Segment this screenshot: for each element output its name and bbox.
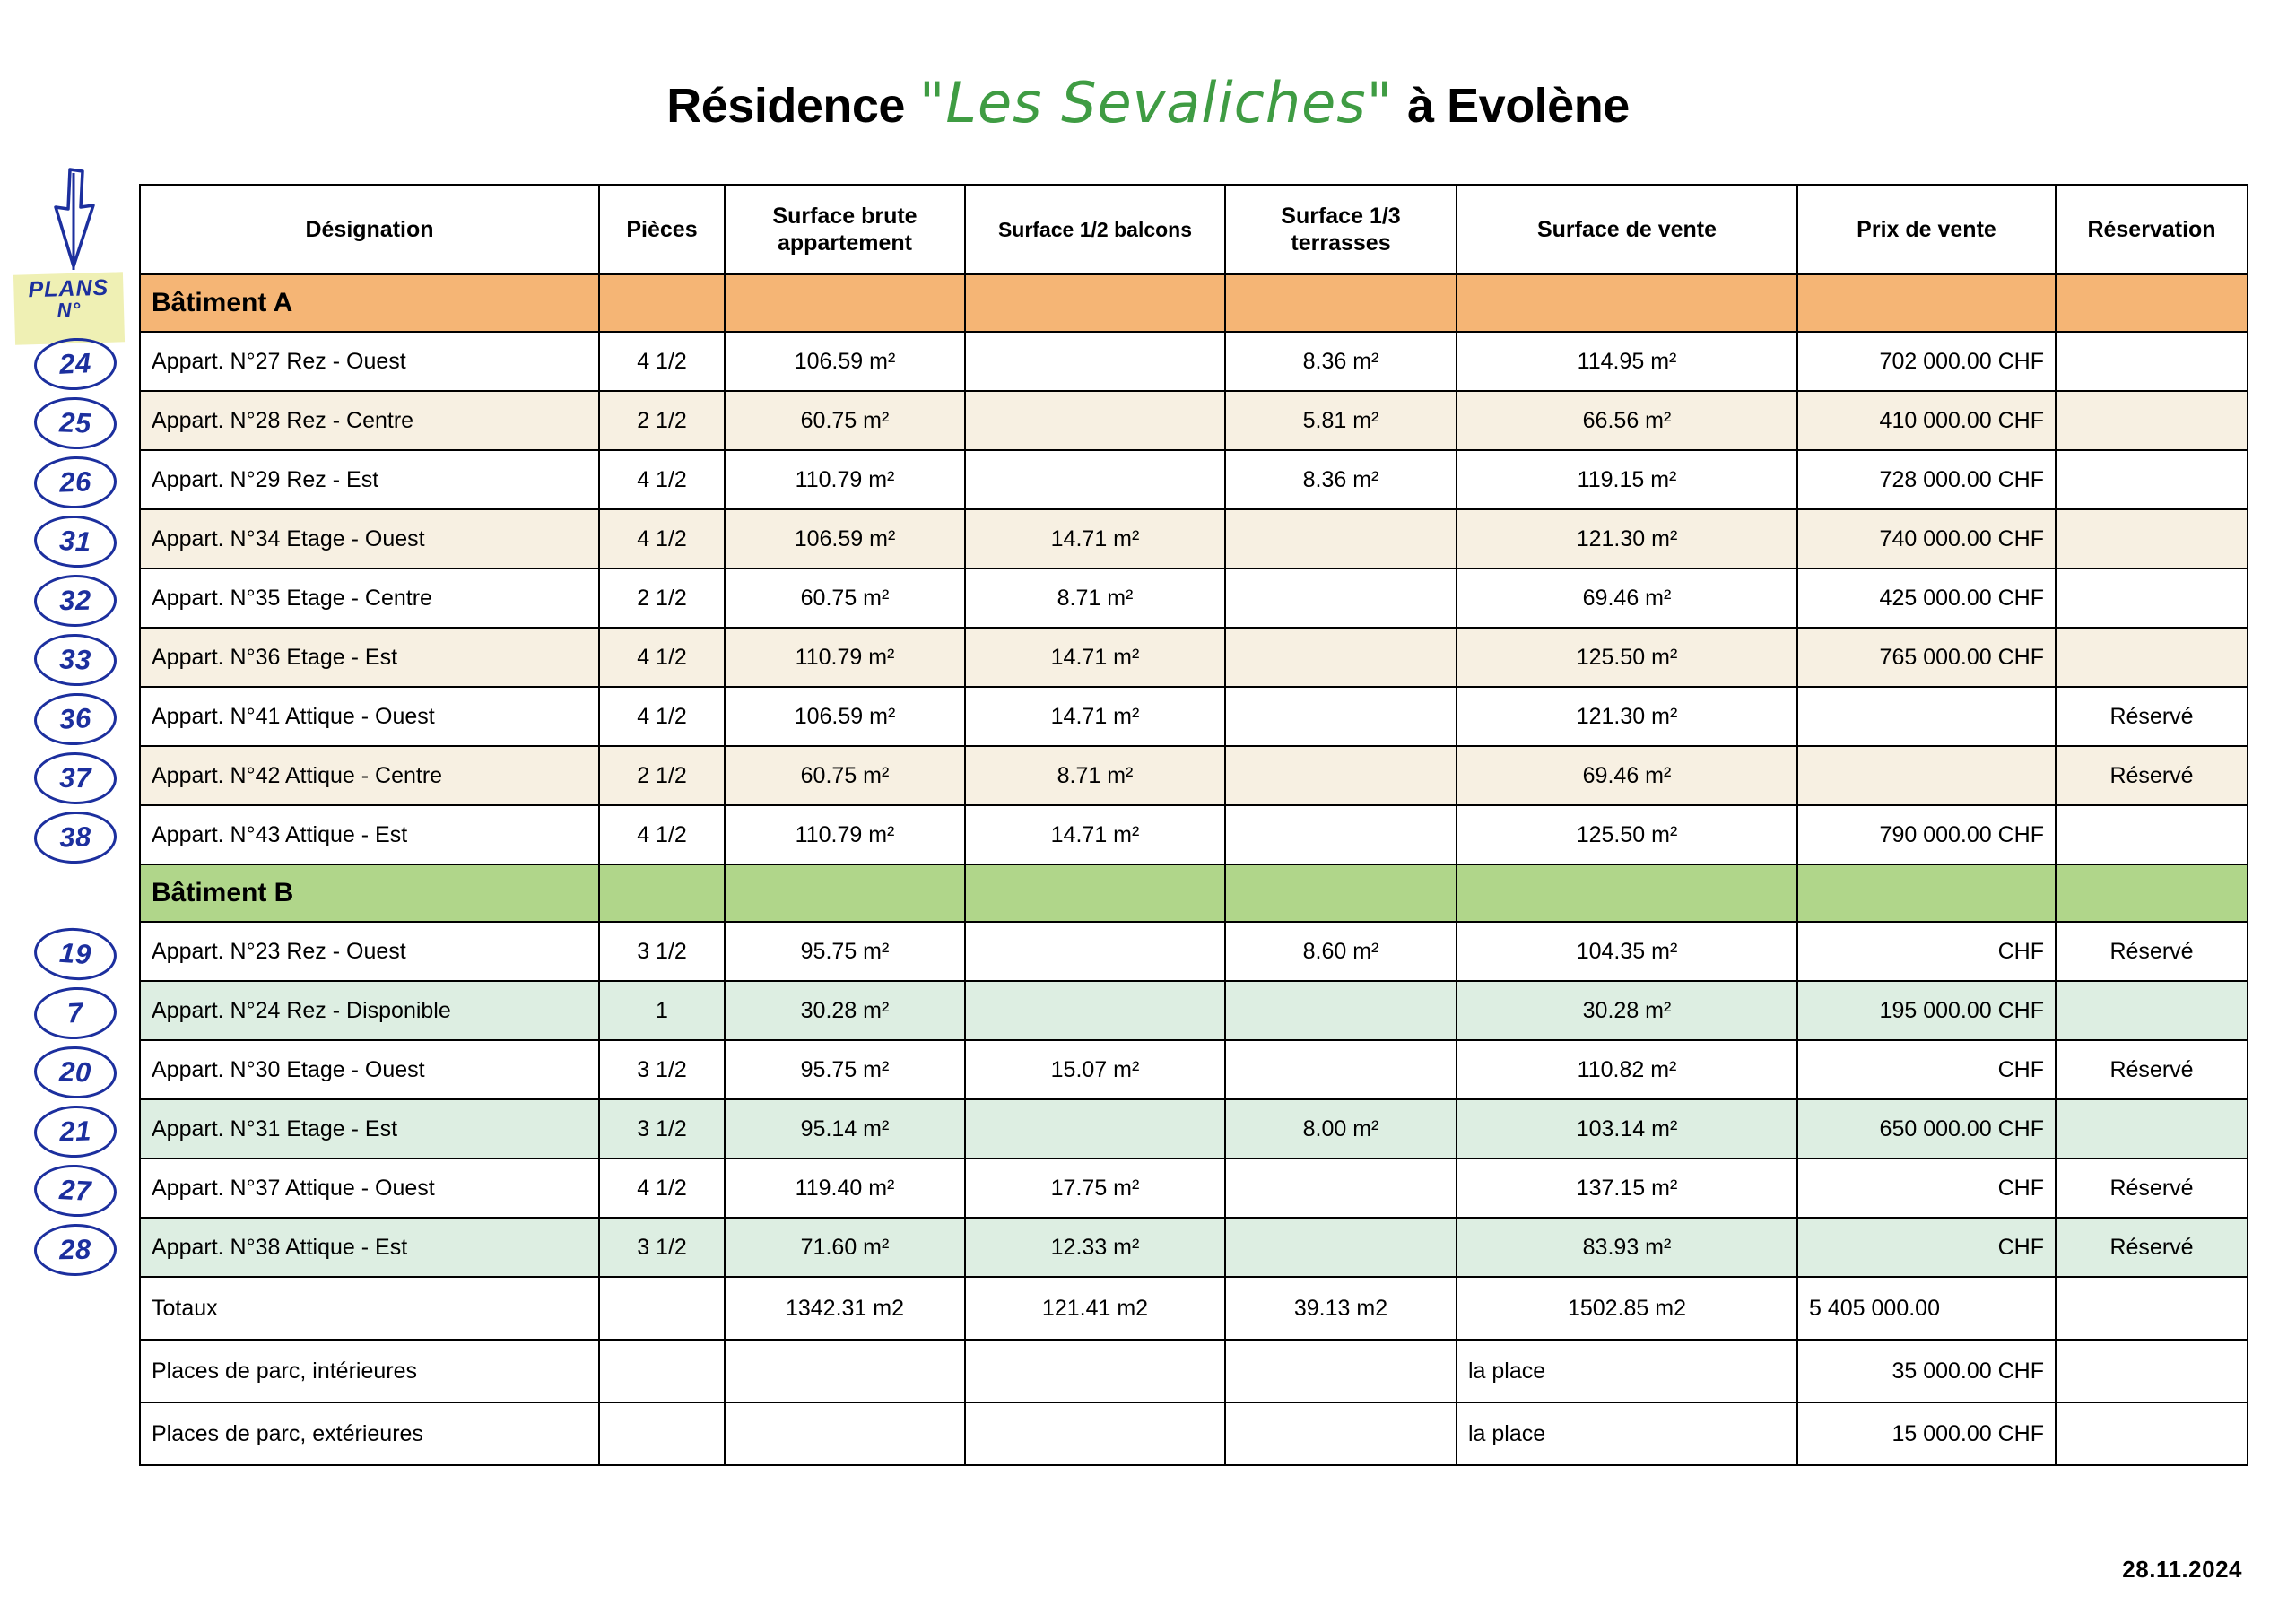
cell-terrasses: 8.36 m²: [1225, 332, 1457, 391]
plans-note-line1: PLANS: [28, 274, 109, 303]
header-surface-vente: Surface de vente: [1457, 185, 1797, 274]
cell-surface-vente: 119.15 m²: [1457, 450, 1797, 509]
group-blank-cell: [599, 274, 725, 332]
handwritten-plan-number: 19: [32, 925, 118, 983]
cell-designation: Appart. N°36 Etage - Est: [140, 628, 599, 687]
cell-surface-brute: 106.59 m²: [725, 332, 965, 391]
cell-parking-balcons: [965, 1340, 1225, 1402]
cell-surface-vente: 104.35 m²: [1457, 922, 1797, 981]
cell-pieces: 4 1/2: [599, 450, 725, 509]
cell-balcons: 14.71 m²: [965, 628, 1225, 687]
cell-surface-brute: 60.75 m²: [725, 568, 965, 628]
cell-balcons: [965, 332, 1225, 391]
cell-parking-prix: 15 000.00 CHF: [1797, 1402, 2056, 1465]
cell-prix-vente: 702 000.00 CHF: [1797, 332, 2056, 391]
cell-prix-vente: [1797, 746, 2056, 805]
cell-surface-vente: 121.30 m²: [1457, 509, 1797, 568]
cell-pieces: 4 1/2: [599, 509, 725, 568]
cell-designation: Appart. N°38 Attique - Est: [140, 1218, 599, 1277]
cell-reservation: [2056, 981, 2248, 1040]
cell-terrasses: 8.00 m²: [1225, 1099, 1457, 1159]
table-row: [140, 1159, 2248, 1218]
table-row: [140, 391, 2248, 450]
page-title: [0, 70, 2296, 135]
title-suffix: à Evolène: [1407, 79, 1630, 133]
table-row: [140, 746, 2248, 805]
header-prix-vente: Prix de vente: [1797, 185, 2056, 274]
cell-reservation: Réservé: [2056, 1040, 2248, 1099]
handwritten-plan-number: 25: [33, 395, 117, 450]
cell-parking-terrasses: [1225, 1402, 1457, 1465]
cell-terrasses: [1225, 981, 1457, 1040]
plans-note-line2: N°: [57, 298, 82, 322]
table-row: [140, 628, 2248, 687]
table-body: [140, 274, 2248, 1465]
cell-pieces: 2 1/2: [599, 391, 725, 450]
cell-totals-label: Totaux: [140, 1277, 599, 1340]
cell-prix-vente: 765 000.00 CHF: [1797, 628, 2056, 687]
cell-terrasses: [1225, 746, 1457, 805]
table-row: [140, 981, 2248, 1040]
header-reservation: Réservation: [2056, 185, 2248, 274]
cell-reservation: Réservé: [2056, 746, 2248, 805]
cell-balcons: 12.33 m²: [965, 1218, 1225, 1277]
handwritten-plan-number: 26: [33, 455, 117, 509]
cell-surface-vente: 83.93 m²: [1457, 1218, 1797, 1277]
cell-terrasses: 5.81 m²: [1225, 391, 1457, 450]
cell-reservation: [2056, 1099, 2248, 1159]
group-blank-cell: [965, 864, 1225, 922]
group-blank-cell: [1457, 864, 1797, 922]
cell-parking-pieces: [599, 1340, 725, 1402]
cell-surface-vente: 114.95 m²: [1457, 332, 1797, 391]
cell-parking-brute: [725, 1340, 965, 1402]
cell-surface-brute: 110.79 m²: [725, 628, 965, 687]
parking-row: [140, 1402, 2248, 1465]
cell-surface-vente: 30.28 m²: [1457, 981, 1797, 1040]
cell-pieces: 4 1/2: [599, 628, 725, 687]
table-row: [140, 568, 2248, 628]
cell-balcons: 14.71 m²: [965, 805, 1225, 864]
handwritten-plans-note: [13, 272, 125, 344]
handwritten-plan-number: 20: [33, 1045, 117, 1099]
cell-terrasses: [1225, 509, 1457, 568]
table-row: [140, 805, 2248, 864]
cell-parking-terrasses: [1225, 1340, 1457, 1402]
handwritten-plan-number: 24: [33, 336, 118, 393]
cell-parking-balcons: [965, 1402, 1225, 1465]
table-row: [140, 509, 2248, 568]
group-header-row: [140, 864, 2248, 922]
header-pieces: Pièces: [599, 185, 725, 274]
cell-designation: Appart. N°41 Attique - Ouest: [140, 687, 599, 746]
handwritten-plan-number: 31: [33, 514, 118, 570]
cell-reservation: [2056, 805, 2248, 864]
apartments-table: [139, 184, 2248, 1466]
totals-row: [140, 1277, 2248, 1340]
cell-prix-vente: 728 000.00 CHF: [1797, 450, 2056, 509]
cell-balcons: 17.75 m²: [965, 1159, 1225, 1218]
cell-parking-reservation: [2056, 1340, 2248, 1402]
cell-parking-label: Places de parc, extérieures: [140, 1402, 599, 1465]
cell-reservation: [2056, 568, 2248, 628]
cell-surface-vente: 66.56 m²: [1457, 391, 1797, 450]
group-label: Bâtiment B: [140, 864, 599, 922]
group-blank-cell: [1457, 274, 1797, 332]
cell-balcons: [965, 1099, 1225, 1159]
cell-reservation: Réservé: [2056, 687, 2248, 746]
cell-designation: Appart. N°27 Rez - Ouest: [140, 332, 599, 391]
cell-designation: Appart. N°43 Attique - Est: [140, 805, 599, 864]
table-row: [140, 450, 2248, 509]
cell-surface-brute: 95.75 m²: [725, 1040, 965, 1099]
cell-surface-brute: 60.75 m²: [725, 391, 965, 450]
cell-parking-prix: 35 000.00 CHF: [1797, 1340, 2056, 1402]
cell-totals-vente: 1502.85 m2: [1457, 1277, 1797, 1340]
cell-prix-vente: 195 000.00 CHF: [1797, 981, 2056, 1040]
cell-surface-vente: 125.50 m²: [1457, 628, 1797, 687]
group-blank-cell: [1797, 864, 2056, 922]
cell-surface-vente: 125.50 m²: [1457, 805, 1797, 864]
table-row: [140, 332, 2248, 391]
group-blank-cell: [965, 274, 1225, 332]
cell-pieces: 2 1/2: [599, 746, 725, 805]
cell-terrasses: [1225, 1218, 1457, 1277]
cell-surface-brute: 95.14 m²: [725, 1099, 965, 1159]
cell-terrasses: [1225, 568, 1457, 628]
header-row: [140, 185, 2248, 274]
handwritten-plan-number: 38: [33, 810, 117, 864]
cell-totals-prix: 5 405 000.00: [1797, 1277, 2056, 1340]
cell-pieces: 3 1/2: [599, 1099, 725, 1159]
handwritten-plan-number: 36: [33, 691, 118, 748]
group-blank-cell: [1225, 274, 1457, 332]
cell-surface-vente: 121.30 m²: [1457, 687, 1797, 746]
header-surface-brute: [725, 185, 965, 274]
title-residence-name: "Les Sevaliches": [918, 70, 1394, 135]
header-designation: Désignation: [140, 185, 599, 274]
handwritten-plan-number: 37: [34, 751, 117, 805]
cell-parking-unit: la place: [1457, 1340, 1797, 1402]
cell-reservation: Réservé: [2056, 1159, 2248, 1218]
cell-totals-pieces: [599, 1277, 725, 1340]
cell-prix-vente: [1797, 687, 2056, 746]
cell-pieces: 4 1/2: [599, 805, 725, 864]
cell-totals-terrasses: 39.13 m2: [1225, 1277, 1457, 1340]
cell-designation: Appart. N°34 Etage - Ouest: [140, 509, 599, 568]
cell-pieces: 4 1/2: [599, 332, 725, 391]
handwritten-plan-number: 7: [33, 985, 118, 1042]
cell-terrasses: [1225, 687, 1457, 746]
cell-balcons: [965, 981, 1225, 1040]
header-terrasses-line2: terrasses: [1291, 230, 1391, 256]
handwritten-plan-number: 21: [33, 1104, 117, 1159]
cell-pieces: 4 1/2: [599, 1159, 725, 1218]
cell-parking-label: Places de parc, intérieures: [140, 1340, 599, 1402]
cell-balcons: [965, 922, 1225, 981]
cell-designation: Appart. N°24 Rez - Disponible: [140, 981, 599, 1040]
cell-designation: Appart. N°37 Attique - Ouest: [140, 1159, 599, 1218]
cell-designation: Appart. N°23 Rez - Ouest: [140, 922, 599, 981]
cell-surface-brute: 95.75 m²: [725, 922, 965, 981]
table-row: [140, 922, 2248, 981]
cell-terrasses: [1225, 1040, 1457, 1099]
cell-reservation: Réservé: [2056, 1218, 2248, 1277]
cell-reservation: [2056, 628, 2248, 687]
document-date: 28.11.2024: [2122, 1556, 2242, 1583]
header-surface-brute-line1: Surface brute: [772, 203, 918, 229]
cell-totals-reservation: [2056, 1277, 2248, 1340]
group-blank-cell: [725, 274, 965, 332]
cell-totals-balcons: 121.41 m2: [965, 1277, 1225, 1340]
cell-terrasses: [1225, 628, 1457, 687]
table-row: [140, 687, 2248, 746]
cell-prix-vente: 650 000.00 CHF: [1797, 1099, 2056, 1159]
table-row: [140, 1040, 2248, 1099]
handwritten-plan-number: 32: [34, 574, 117, 628]
cell-surface-vente: 69.46 m²: [1457, 568, 1797, 628]
cell-surface-vente: 137.15 m²: [1457, 1159, 1797, 1218]
cell-prix-vente: 790 000.00 CHF: [1797, 805, 2056, 864]
group-blank-cell: [2056, 274, 2248, 332]
cell-prix-vente: CHF: [1797, 1040, 2056, 1099]
cell-reservation: [2056, 391, 2248, 450]
handwritten-plan-number: 27: [33, 1163, 118, 1219]
cell-reservation: [2056, 332, 2248, 391]
cell-pieces: 3 1/2: [599, 1040, 725, 1099]
cell-terrasses: [1225, 1159, 1457, 1218]
cell-reservation: Réservé: [2056, 922, 2248, 981]
cell-surface-brute: 106.59 m²: [725, 509, 965, 568]
header-balcons: Surface 1/2 balcons: [965, 185, 1225, 274]
table-header: [140, 185, 2248, 274]
cell-terrasses: [1225, 805, 1457, 864]
header-terrasses: [1225, 185, 1457, 274]
cell-parking-pieces: [599, 1402, 725, 1465]
cell-prix-vente: CHF: [1797, 922, 2056, 981]
cell-balcons: [965, 450, 1225, 509]
group-blank-cell: [599, 864, 725, 922]
group-blank-cell: [2056, 864, 2248, 922]
cell-prix-vente: 410 000.00 CHF: [1797, 391, 2056, 450]
title-prefix: Résidence: [666, 79, 905, 133]
cell-balcons: 14.71 m²: [965, 687, 1225, 746]
header-terrasses-line1: Surface 1/3: [1281, 203, 1401, 229]
handwritten-plan-number: 33: [33, 632, 117, 687]
cell-parking-unit: la place: [1457, 1402, 1797, 1465]
handwritten-plan-number: 28: [34, 1223, 117, 1277]
cell-pieces: 1: [599, 981, 725, 1040]
group-label: Bâtiment A: [140, 274, 599, 332]
cell-surface-vente: 103.14 m²: [1457, 1099, 1797, 1159]
group-blank-cell: [1225, 864, 1457, 922]
cell-prix-vente: 740 000.00 CHF: [1797, 509, 2056, 568]
cell-pieces: 4 1/2: [599, 687, 725, 746]
cell-surface-brute: 106.59 m²: [725, 687, 965, 746]
cell-surface-brute: 30.28 m²: [725, 981, 965, 1040]
cell-surface-vente: 110.82 m²: [1457, 1040, 1797, 1099]
cell-pieces: 3 1/2: [599, 922, 725, 981]
cell-designation: Appart. N°30 Etage - Ouest: [140, 1040, 599, 1099]
cell-prix-vente: CHF: [1797, 1159, 2056, 1218]
cell-surface-brute: 110.79 m²: [725, 805, 965, 864]
cell-prix-vente: CHF: [1797, 1218, 2056, 1277]
cell-totals-brute: 1342.31 m2: [725, 1277, 965, 1340]
cell-balcons: 8.71 m²: [965, 568, 1225, 628]
handwritten-arrow-icon: [43, 166, 106, 277]
cell-designation: Appart. N°29 Rez - Est: [140, 450, 599, 509]
cell-prix-vente: 425 000.00 CHF: [1797, 568, 2056, 628]
cell-surface-brute: 119.40 m²: [725, 1159, 965, 1218]
cell-surface-vente: 69.46 m²: [1457, 746, 1797, 805]
cell-balcons: 14.71 m²: [965, 509, 1225, 568]
table-row: [140, 1218, 2248, 1277]
cell-designation: Appart. N°35 Etage - Centre: [140, 568, 599, 628]
cell-designation: Appart. N°28 Rez - Centre: [140, 391, 599, 450]
cell-pieces: 3 1/2: [599, 1218, 725, 1277]
cell-pieces: 2 1/2: [599, 568, 725, 628]
cell-balcons: [965, 391, 1225, 450]
cell-surface-brute: 71.60 m²: [725, 1218, 965, 1277]
header-surface-brute-line2: appartement: [777, 230, 913, 256]
cell-parking-reservation: [2056, 1402, 2248, 1465]
group-blank-cell: [1797, 274, 2056, 332]
cell-reservation: [2056, 509, 2248, 568]
parking-row: [140, 1340, 2248, 1402]
cell-designation: Appart. N°31 Etage - Est: [140, 1099, 599, 1159]
cell-surface-brute: 110.79 m²: [725, 450, 965, 509]
group-blank-cell: [725, 864, 965, 922]
cell-terrasses: 8.60 m²: [1225, 922, 1457, 981]
cell-balcons: 8.71 m²: [965, 746, 1225, 805]
cell-balcons: 15.07 m²: [965, 1040, 1225, 1099]
table-row: [140, 1099, 2248, 1159]
cell-reservation: [2056, 450, 2248, 509]
group-header-row: [140, 274, 2248, 332]
cell-terrasses: 8.36 m²: [1225, 450, 1457, 509]
cell-designation: Appart. N°42 Attique - Centre: [140, 746, 599, 805]
cell-surface-brute: 60.75 m²: [725, 746, 965, 805]
cell-parking-brute: [725, 1402, 965, 1465]
